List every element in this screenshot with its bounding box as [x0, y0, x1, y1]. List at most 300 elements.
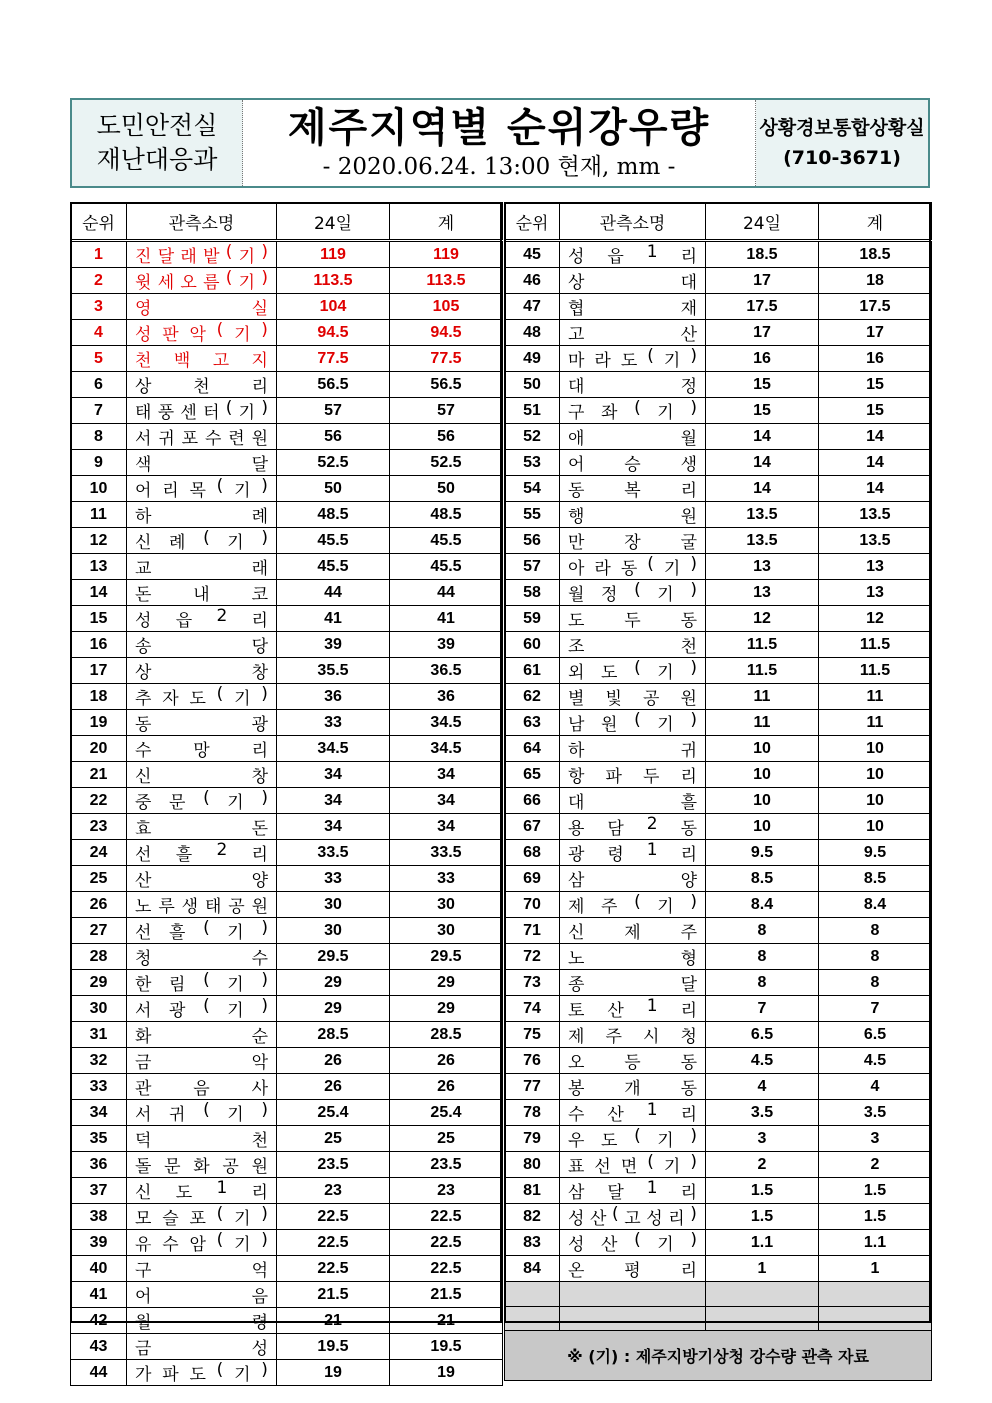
day-rainfall-cell: 22.5: [277, 1230, 390, 1256]
rank-cell: 47: [505, 294, 560, 320]
rank-cell: 23: [71, 814, 127, 840]
day-rainfall-cell: 8.4: [706, 892, 819, 918]
station-name-cell: 구 좌 ( 기 ): [560, 398, 706, 424]
rank-cell: 49: [505, 346, 560, 372]
station-name-cell: 월 정 ( 기 ): [560, 580, 706, 606]
station-name-cell: 금 성: [127, 1334, 277, 1360]
rank-cell: 57: [505, 554, 560, 580]
day-rainfall-cell: 56: [277, 424, 390, 450]
rank-cell: 16: [71, 632, 127, 658]
table-row: [71, 1282, 503, 1308]
total-rainfall-cell: 15: [819, 372, 932, 398]
rank-cell: 29: [71, 970, 127, 996]
day-rainfall-cell: 52.5: [277, 450, 390, 476]
rank-cell: 27: [71, 918, 127, 944]
total-rainfall-cell: 17.5: [819, 294, 932, 320]
day-rainfall-cell: 18.5: [706, 241, 819, 268]
total-rainfall-cell: 113.5: [390, 268, 503, 294]
table-row: [505, 241, 932, 268]
total-rainfall-cell: 14: [819, 424, 932, 450]
table-row: [71, 684, 503, 710]
station-name-cell: 어 리 목 ( 기 ): [127, 476, 277, 502]
rank-cell: 2: [71, 268, 127, 294]
contact-box: [756, 100, 928, 186]
total-rainfall-cell: 33.5: [390, 840, 503, 866]
col-rank-header: 순위: [505, 203, 560, 241]
station-name-cell: 구 억: [127, 1256, 277, 1282]
rank-cell: 70: [505, 892, 560, 918]
total-rainfall-cell: 30: [390, 892, 503, 918]
table-row: [505, 1048, 932, 1074]
day-rainfall-cell: 19.5: [277, 1334, 390, 1360]
rank-cell: 39: [71, 1230, 127, 1256]
table-row: [71, 840, 503, 866]
total-rainfall-cell: 22.5: [390, 1204, 503, 1230]
station-name-cell: 효 돈: [127, 814, 277, 840]
day-rainfall-cell: 39: [277, 632, 390, 658]
day-rainfall-cell: 1.5: [706, 1178, 819, 1204]
table-row: [505, 398, 932, 424]
total-rainfall-cell: 1.5: [819, 1178, 932, 1204]
day-rainfall-cell: 34: [277, 814, 390, 840]
station-name-cell: 성 읍 1 리: [560, 241, 706, 268]
day-rainfall-cell: 3: [706, 1126, 819, 1152]
station-name-cell: 색 달: [127, 450, 277, 476]
table-row: [505, 1074, 932, 1100]
total-rainfall-cell: 45.5: [390, 554, 503, 580]
station-name-cell: 대 정: [560, 372, 706, 398]
station-name-cell: 가 파 도 ( 기 ): [127, 1360, 277, 1386]
station-name-cell: 성 읍 2 리: [127, 606, 277, 632]
station-name-cell: 청 수: [127, 944, 277, 970]
station-name-cell: 제 주 시 청: [560, 1022, 706, 1048]
rank-cell: 11: [71, 502, 127, 528]
station-name-cell: 산 양: [127, 866, 277, 892]
table-row: [71, 1048, 503, 1074]
station-name-cell: 송 당: [127, 632, 277, 658]
station-name-cell: 행 원: [560, 502, 706, 528]
rank-cell: 43: [71, 1334, 127, 1360]
table-row: [505, 476, 932, 502]
table-row: [71, 1204, 503, 1230]
total-rainfall-cell: 105: [390, 294, 503, 320]
table-header-row: [71, 203, 503, 241]
station-name-cell: 성 판 악 ( 기 ): [127, 320, 277, 346]
rank-cell: 44: [71, 1360, 127, 1386]
station-name-cell: 표 선 면 ( 기 ): [560, 1152, 706, 1178]
rank-cell: 55: [505, 502, 560, 528]
rank-cell: 14: [71, 580, 127, 606]
table-row: [505, 554, 932, 580]
rank-cell: 34: [71, 1100, 127, 1126]
total-rainfall-cell: 56.5: [390, 372, 503, 398]
rank-cell: 1: [71, 241, 127, 268]
total-rainfall-cell: 50: [390, 476, 503, 502]
station-name-cell: 모 슬 포 ( 기 ): [127, 1204, 277, 1230]
station-name-cell: 오 등 동: [560, 1048, 706, 1074]
total-rainfall-cell: 10: [819, 762, 932, 788]
table-row: [505, 736, 932, 762]
day-rainfall-cell: 4.5: [706, 1048, 819, 1074]
table-row: [505, 372, 932, 398]
total-rainfall-cell: 8: [819, 970, 932, 996]
rank-cell: 63: [505, 710, 560, 736]
day-rainfall-cell: 8: [706, 970, 819, 996]
rank-cell: 33: [71, 1074, 127, 1100]
station-name-cell: 선 흘 2 리: [127, 840, 277, 866]
total-rainfall-cell: 34.5: [390, 736, 503, 762]
day-rainfall-cell: 30: [277, 892, 390, 918]
total-rainfall-cell: 25: [390, 1126, 503, 1152]
table-row: [71, 268, 503, 294]
table-row: [71, 632, 503, 658]
station-name-cell: 화 순: [127, 1022, 277, 1048]
total-rainfall-cell: 10: [819, 736, 932, 762]
day-rainfall-cell: 33: [277, 866, 390, 892]
table-row: [71, 1308, 503, 1334]
total-rainfall-cell: 33: [390, 866, 503, 892]
day-rainfall-cell: 1.1: [706, 1230, 819, 1256]
rank-cell: 62: [505, 684, 560, 710]
station-name-cell: 성 산 ( 고 성 리 ): [560, 1204, 706, 1230]
total-rainfall-cell: 30: [390, 918, 503, 944]
day-rainfall-cell: 22.5: [277, 1204, 390, 1230]
total-rainfall-cell: 22.5: [390, 1256, 503, 1282]
table-row: [71, 658, 503, 684]
empty-cell: [819, 1282, 932, 1307]
total-rainfall-cell: 13.5: [819, 502, 932, 528]
rank-cell: 50: [505, 372, 560, 398]
station-name-cell: 온 평 리: [560, 1256, 706, 1282]
day-rainfall-cell: 8.5: [706, 866, 819, 892]
day-rainfall-cell: 17: [706, 268, 819, 294]
total-rainfall-cell: 34.5: [390, 710, 503, 736]
total-rainfall-cell: 8: [819, 944, 932, 970]
col-station-header: 관측소명: [127, 203, 277, 241]
total-rainfall-cell: 14: [819, 450, 932, 476]
station-name-cell: 덕 천: [127, 1126, 277, 1152]
station-name-cell: 돌 문 화 공 원: [127, 1152, 277, 1178]
station-name-cell: 삼 양: [560, 866, 706, 892]
table-row: [505, 502, 932, 528]
total-rainfall-cell: 4.5: [819, 1048, 932, 1074]
total-rainfall-cell: 26: [390, 1048, 503, 1074]
station-name-cell: 하 귀: [560, 736, 706, 762]
total-rainfall-cell: 34: [390, 762, 503, 788]
day-rainfall-cell: 3.5: [706, 1100, 819, 1126]
station-name-cell: 유 수 암 ( 기 ): [127, 1230, 277, 1256]
total-rainfall-cell: 39: [390, 632, 503, 658]
table-row: [71, 1152, 503, 1178]
table-row: [505, 1152, 932, 1178]
table-row: [71, 450, 503, 476]
table-row: [505, 424, 932, 450]
table-row: [71, 1074, 503, 1100]
table-row: [71, 1256, 503, 1282]
total-rainfall-cell: 19: [390, 1360, 503, 1386]
day-rainfall-cell: 1: [706, 1256, 819, 1282]
day-rainfall-cell: 30: [277, 918, 390, 944]
station-name-cell: 대 흘: [560, 788, 706, 814]
empty-row: [505, 1282, 932, 1307]
rank-cell: 56: [505, 528, 560, 554]
rank-cell: 71: [505, 918, 560, 944]
station-name-cell: 태 풍 센 터 ( 기 ): [127, 398, 277, 424]
day-rainfall-cell: 13: [706, 554, 819, 580]
station-name-cell: 조 천: [560, 632, 706, 658]
total-rainfall-cell: 16: [819, 346, 932, 372]
total-rainfall-cell: 18.5: [819, 241, 932, 268]
total-rainfall-cell: 12: [819, 606, 932, 632]
rank-cell: 76: [505, 1048, 560, 1074]
total-rainfall-cell: 1: [819, 1256, 932, 1282]
day-rainfall-cell: 113.5: [277, 268, 390, 294]
day-rainfall-cell: 10: [706, 736, 819, 762]
table-row: [505, 710, 932, 736]
rank-cell: 48: [505, 320, 560, 346]
rank-cell: 82: [505, 1204, 560, 1230]
table-row: [71, 1334, 503, 1360]
station-name-cell: 성 산 ( 기 ): [560, 1230, 706, 1256]
total-rainfall-cell: 15: [819, 398, 932, 424]
rank-cell: 77: [505, 1074, 560, 1100]
station-name-cell: 삼 달 1 리: [560, 1178, 706, 1204]
table-row: [71, 710, 503, 736]
table-row: [71, 241, 503, 268]
contact-office: 상황경보통합상황실: [759, 117, 925, 139]
total-rainfall-cell: 77.5: [390, 346, 503, 372]
station-name-cell: 금 악: [127, 1048, 277, 1074]
day-rainfall-cell: 36: [277, 684, 390, 710]
total-rainfall-cell: 26: [390, 1074, 503, 1100]
day-rainfall-cell: 26: [277, 1048, 390, 1074]
rank-cell: 36: [71, 1152, 127, 1178]
station-name-cell: 남 원 ( 기 ): [560, 710, 706, 736]
day-rainfall-cell: 2: [706, 1152, 819, 1178]
department-line-1: 도민안전실: [96, 111, 218, 140]
col-day-header: 24일: [277, 203, 390, 241]
table-row: [505, 1126, 932, 1152]
station-name-cell: 동 복 리: [560, 476, 706, 502]
col-rank-header: 순위: [71, 203, 127, 241]
table-row: [505, 632, 932, 658]
station-name-cell: 우 도 ( 기 ): [560, 1126, 706, 1152]
table-row: [505, 606, 932, 632]
day-rainfall-cell: 14: [706, 450, 819, 476]
total-rainfall-cell: 23.5: [390, 1152, 503, 1178]
table-row: [71, 424, 503, 450]
total-rainfall-cell: 21.5: [390, 1282, 503, 1308]
total-rainfall-cell: 3: [819, 1126, 932, 1152]
station-name-cell: 별 빛 공 원: [560, 684, 706, 710]
station-name-cell: 서 광 ( 기 ): [127, 996, 277, 1022]
day-rainfall-cell: 9.5: [706, 840, 819, 866]
table-row: [505, 580, 932, 606]
empty-cell: [560, 1306, 706, 1331]
rank-cell: 18: [71, 684, 127, 710]
table-row: [505, 1230, 932, 1256]
rank-cell: 9: [71, 450, 127, 476]
station-name-cell: 수 망 리: [127, 736, 277, 762]
table-row: [71, 970, 503, 996]
table-row: [71, 866, 503, 892]
total-rainfall-cell: 11.5: [819, 658, 932, 684]
day-rainfall-cell: 11.5: [706, 632, 819, 658]
station-name-cell: 신 제 주: [560, 918, 706, 944]
table-row: [505, 528, 932, 554]
table-row: [505, 320, 932, 346]
rank-cell: 84: [505, 1256, 560, 1282]
day-rainfall-cell: 26: [277, 1074, 390, 1100]
rank-cell: 12: [71, 528, 127, 554]
day-rainfall-cell: 29: [277, 996, 390, 1022]
table-row: [505, 788, 932, 814]
table-row: [505, 762, 932, 788]
day-rainfall-cell: 44: [277, 580, 390, 606]
rank-cell: 38: [71, 1204, 127, 1230]
day-rainfall-cell: 1.5: [706, 1204, 819, 1230]
station-name-cell: 교 래: [127, 554, 277, 580]
day-rainfall-cell: 21.5: [277, 1282, 390, 1308]
total-rainfall-cell: 8.5: [819, 866, 932, 892]
rank-cell: 40: [71, 1256, 127, 1282]
day-rainfall-cell: 50: [277, 476, 390, 502]
station-name-cell: 동 광: [127, 710, 277, 736]
station-name-cell: 상 천 리: [127, 372, 277, 398]
day-rainfall-cell: 13.5: [706, 502, 819, 528]
day-rainfall-cell: 11: [706, 710, 819, 736]
rank-cell: 21: [71, 762, 127, 788]
day-rainfall-cell: 119: [277, 241, 390, 268]
day-rainfall-cell: 23.5: [277, 1152, 390, 1178]
total-rainfall-cell: 34: [390, 788, 503, 814]
day-rainfall-cell: 8: [706, 944, 819, 970]
rank-cell: 15: [71, 606, 127, 632]
day-rainfall-cell: 12: [706, 606, 819, 632]
day-rainfall-cell: 29.5: [277, 944, 390, 970]
empty-cell: [505, 1306, 560, 1331]
station-name-cell: 수 산 1 리: [560, 1100, 706, 1126]
station-name-cell: 고 산: [560, 320, 706, 346]
rank-cell: 30: [71, 996, 127, 1022]
station-name-cell: 애 월: [560, 424, 706, 450]
total-rainfall-cell: 45.5: [390, 528, 503, 554]
col-day-header: 24일: [706, 203, 819, 241]
rank-cell: 65: [505, 762, 560, 788]
rank-cell: 80: [505, 1152, 560, 1178]
day-rainfall-cell: 13.5: [706, 528, 819, 554]
station-name-cell: 서 귀 ( 기 ): [127, 1100, 277, 1126]
station-name-cell: 협 재: [560, 294, 706, 320]
station-name-cell: 봉 개 동: [560, 1074, 706, 1100]
station-name-cell: 토 산 1 리: [560, 996, 706, 1022]
table-row: [71, 476, 503, 502]
day-rainfall-cell: 15: [706, 398, 819, 424]
source-note: ※ (기) : 제주지방기상청 강수량 관측 자료: [505, 1331, 932, 1381]
day-rainfall-cell: 77.5: [277, 346, 390, 372]
station-name-cell: 노 루 생 태 공 원: [127, 892, 277, 918]
day-rainfall-cell: 17.5: [706, 294, 819, 320]
rank-cell: 10: [71, 476, 127, 502]
total-rainfall-cell: 10: [819, 814, 932, 840]
total-rainfall-cell: 11.5: [819, 632, 932, 658]
station-name-cell: 선 흘 ( 기 ): [127, 918, 277, 944]
station-name-cell: 어 음: [127, 1282, 277, 1308]
station-name-cell: 종 달: [560, 970, 706, 996]
rank-cell: 67: [505, 814, 560, 840]
table-row: [71, 580, 503, 606]
total-rainfall-cell: 18: [819, 268, 932, 294]
total-rainfall-cell: 48.5: [390, 502, 503, 528]
day-rainfall-cell: 15: [706, 372, 819, 398]
rank-cell: 31: [71, 1022, 127, 1048]
empty-cell: [505, 1282, 560, 1307]
station-name-cell: 영 실: [127, 294, 277, 320]
station-name-cell: 항 파 두 리: [560, 762, 706, 788]
rank-cell: 20: [71, 736, 127, 762]
station-name-cell: 월 령: [127, 1308, 277, 1334]
station-name-cell: 중 문 ( 기 ): [127, 788, 277, 814]
station-name-cell: 마 라 도 ( 기 ): [560, 346, 706, 372]
total-rainfall-cell: 94.5: [390, 320, 503, 346]
station-name-cell: 한 림 ( 기 ): [127, 970, 277, 996]
note-row: [505, 1331, 932, 1381]
day-rainfall-cell: 7: [706, 996, 819, 1022]
total-rainfall-cell: 21: [390, 1308, 503, 1334]
table-row: [71, 918, 503, 944]
rank-cell: 4: [71, 320, 127, 346]
rank-cell: 35: [71, 1126, 127, 1152]
total-rainfall-cell: 119: [390, 241, 503, 268]
rank-cell: 81: [505, 1178, 560, 1204]
day-rainfall-cell: 34: [277, 788, 390, 814]
day-rainfall-cell: 14: [706, 424, 819, 450]
station-name-cell: 제 주 ( 기 ): [560, 892, 706, 918]
table-row: [505, 684, 932, 710]
day-rainfall-cell: 13: [706, 580, 819, 606]
total-rainfall-cell: 11: [819, 710, 932, 736]
day-rainfall-cell: 35.5: [277, 658, 390, 684]
station-name-cell: 상 대: [560, 268, 706, 294]
department-box: [72, 100, 243, 186]
total-rainfall-cell: 14: [819, 476, 932, 502]
table-row: [505, 866, 932, 892]
rank-cell: 17: [71, 658, 127, 684]
total-rainfall-cell: 17: [819, 320, 932, 346]
day-rainfall-cell: 34.5: [277, 736, 390, 762]
rank-cell: 6: [71, 372, 127, 398]
table-row: [505, 1022, 932, 1048]
rank-cell: 26: [71, 892, 127, 918]
col-station-header: 관측소명: [560, 203, 706, 241]
day-rainfall-cell: 6.5: [706, 1022, 819, 1048]
day-rainfall-cell: 22.5: [277, 1256, 390, 1282]
rank-cell: 58: [505, 580, 560, 606]
total-rainfall-cell: 28.5: [390, 1022, 503, 1048]
table-row: [505, 268, 932, 294]
rank-cell: 32: [71, 1048, 127, 1074]
day-rainfall-cell: 33.5: [277, 840, 390, 866]
total-rainfall-cell: 8.4: [819, 892, 932, 918]
table-row: [71, 814, 503, 840]
station-name-cell: 추 자 도 ( 기 ): [127, 684, 277, 710]
department-line-2: 재난대응과: [96, 145, 218, 174]
rank-cell: 13: [71, 554, 127, 580]
rank-cell: 42: [71, 1308, 127, 1334]
day-rainfall-cell: 94.5: [277, 320, 390, 346]
day-rainfall-cell: 25: [277, 1126, 390, 1152]
rank-cell: 5: [71, 346, 127, 372]
